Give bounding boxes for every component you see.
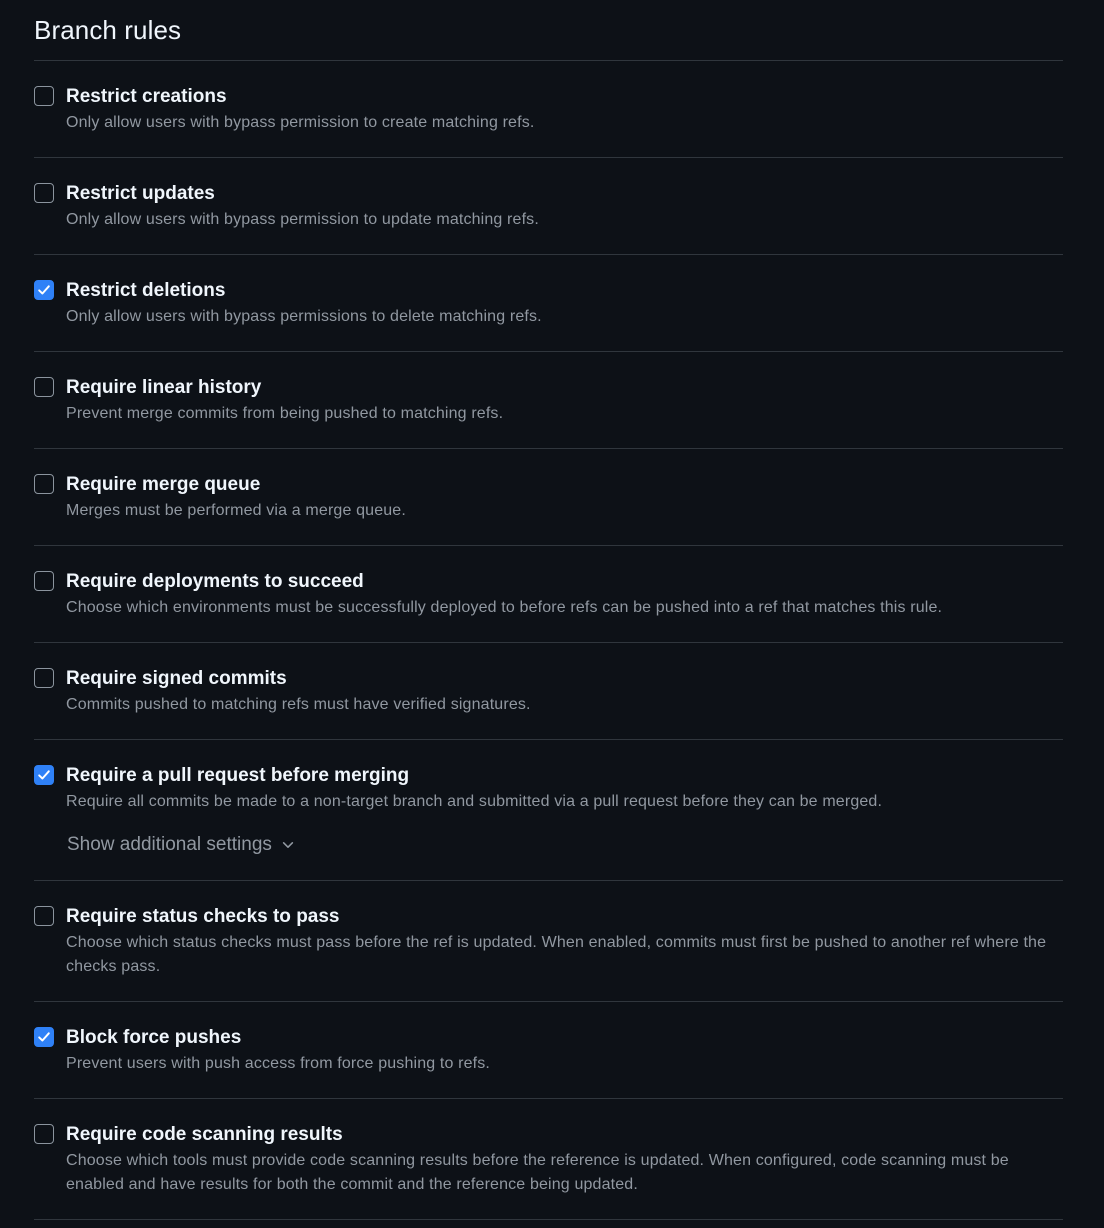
rule-item-restrict-updates	[34, 158, 1063, 255]
rule-item-require-a-pull-request-before-merging	[34, 740, 1063, 881]
rule-description: Only allow users with bypass permission to update matching refs.	[66, 211, 539, 228]
show-additional-settings-button[interactable]	[67, 834, 295, 856]
rule-title: Require code scanning results	[66, 1124, 343, 1145]
rule-item-require-linear-history	[34, 352, 1063, 449]
rule-description: Prevent merge commits from being pushed to matching refs.	[66, 405, 504, 422]
rule-checkbox[interactable]	[34, 1124, 54, 1144]
rule-item-require-merge-queue	[34, 449, 1063, 546]
rule-checkbox[interactable]	[34, 280, 54, 300]
rule-item-restrict-creations	[34, 61, 1063, 158]
rule-description: Only allow users with bypass permission to create matching refs.	[66, 114, 535, 131]
rule-checkbox[interactable]	[34, 571, 54, 591]
rule-checkbox[interactable]	[34, 1027, 54, 1047]
rule-title: Restrict updates	[66, 183, 215, 204]
check-icon	[37, 283, 51, 297]
rule-description: Commits pushed to matching refs must have verified signatures.	[66, 696, 531, 713]
rule-checkbox[interactable]	[34, 474, 54, 494]
rule-description: Only allow users with bypass permissions to delete matching refs.	[66, 308, 542, 325]
rule-checkbox[interactable]	[34, 765, 54, 785]
rule-checkbox[interactable]	[34, 86, 54, 106]
section-title: Branch rules	[34, 0, 1063, 61]
rule-checkbox[interactable]	[34, 377, 54, 397]
rule-title: Restrict deletions	[66, 280, 226, 301]
rule-checkbox[interactable]	[34, 183, 54, 203]
rule-checkbox[interactable]	[34, 906, 54, 926]
rule-description: Prevent users with push access from force pushing to refs.	[66, 1055, 490, 1072]
rule-title: Require a pull request before merging	[66, 765, 410, 786]
rule-description: Choose which environments must be successfully deployed to before refs can be pushed into a ref that matches this rule.	[66, 599, 943, 616]
rule-title: Require status checks to pass	[66, 906, 340, 927]
check-icon	[37, 1030, 51, 1044]
rule-title: Block force pushes	[66, 1027, 242, 1048]
rule-title: Require deployments to succeed	[66, 571, 364, 592]
chevron-down-icon	[281, 838, 295, 852]
show-additional-settings-label: Show additional settings	[67, 834, 272, 855]
rule-item-require-code-scanning-results	[34, 1099, 1063, 1220]
rule-item-block-force-pushes	[34, 1002, 1063, 1099]
rule-description: Require all commits be made to a non-target branch and submitted via a pull request before they can be merged.	[66, 793, 883, 810]
rule-item-require-deployments-to-succeed	[34, 546, 1063, 643]
rule-description: Choose which tools must provide code scanning results before the reference is updated. When configured, code scanning must be enabled and have results for both the commit and the reference being updated.	[66, 1152, 1009, 1193]
rule-title: Require signed commits	[66, 668, 287, 689]
rule-title: Require linear history	[66, 377, 262, 398]
branch-rules-panel	[34, 0, 1063, 1220]
rule-description: Choose which status checks must pass before the ref is updated. When enabled, commits must first be pushed to another ref where the checks pass.	[66, 934, 1047, 975]
rule-item-require-signed-commits	[34, 643, 1063, 740]
rule-list	[34, 61, 1063, 1220]
check-icon	[37, 768, 51, 782]
rule-item-require-status-checks-to-pass	[34, 881, 1063, 1002]
rule-checkbox[interactable]	[34, 668, 54, 688]
rule-title: Require merge queue	[66, 474, 261, 495]
rule-item-restrict-deletions	[34, 255, 1063, 352]
rule-title: Restrict creations	[66, 86, 227, 107]
rule-description: Merges must be performed via a merge queue.	[66, 502, 406, 519]
